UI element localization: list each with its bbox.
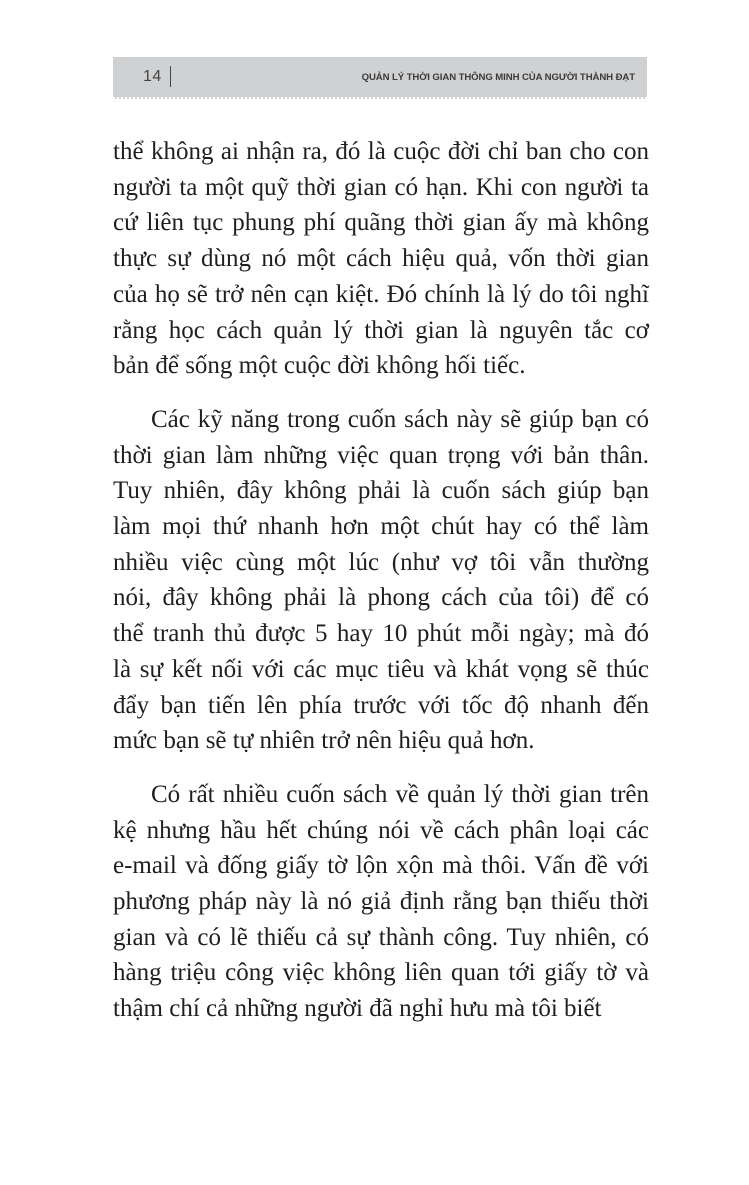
text-line: là sự kết nối với các mục tiêu và khát vọng sẽ thúc: [113, 655, 649, 683]
text-line: đẩy bạn tiến lên phía trước với tốc độ nhanh đến: [113, 691, 649, 719]
header-divider: [170, 66, 171, 87]
text-line: Có rất nhiều cuốn sách về quản lý thời gian trên: [151, 780, 649, 808]
paragraph: [113, 777, 649, 1027]
book-title: QUẢN LÝ THỜI GIAN THÔNG MINH CỦA NGƯỜI THÀNH ĐẠT: [361, 72, 635, 83]
text-line: cứ liên tục phung phí quãng thời gian ấy mà không: [113, 209, 649, 237]
text-line: người ta một quỹ thời gian có hạn. Khi con người ta: [113, 173, 649, 201]
text-line: thực sự dùng nó một cách hiệu quả, vốn thời gian: [113, 245, 649, 273]
text-line: nhiều việc cùng một lúc (như vợ tôi vẫn thường: [113, 548, 649, 576]
text-line: của họ sẽ trở nên cạn kiệt. Đó chính là lý do tôi nghĩ: [113, 280, 649, 308]
body-text: [113, 134, 649, 1045]
text-line: hàng triệu công việc không liên quan tới giấy tờ và: [113, 959, 649, 987]
running-header: [113, 57, 647, 99]
text-line: làm mọi thứ nhanh hơn một chút hay có thể làm: [113, 513, 649, 541]
paragraph: [113, 134, 649, 384]
text-line: Các kỹ năng trong cuốn sách này sẽ giúp bạn có: [151, 405, 649, 433]
text-line: kệ nhưng hầu hết chúng nói về cách phân loại các: [113, 816, 649, 844]
page-number: 14: [143, 68, 162, 85]
text-line: phương pháp này là nó giả định rằng bạn thiếu thời: [113, 888, 649, 916]
text-line: gian và có lẽ thiếu cả sự thành công. Tuy nhiên, có: [113, 923, 649, 951]
text-line: thể không ai nhận ra, đó là cuộc đời chỉ ban cho con: [113, 138, 649, 165]
text-line: bản để sống một cuộc đời không hối tiếc.: [113, 352, 526, 380]
text-line: thậm chí cả những người đã nghỉ hưu mà tôi biết: [113, 995, 602, 1023]
text-line: rằng học cách quản lý thời gian là nguyên tắc cơ: [113, 316, 649, 344]
paragraph: [113, 402, 649, 759]
text-line: thời gian làm những việc quan trọng với bản thân.: [113, 441, 649, 469]
text-line: thể tranh thủ được 5 hay 10 phút mỗi ngày; mà đó: [113, 620, 649, 648]
text-line: mức bạn sẽ tự nhiên trở nên hiệu quả hơn.: [113, 727, 535, 755]
text-line: Tuy nhiên, đây không phải là cuốn sách giúp bạn: [113, 477, 649, 505]
text-line: e-mail và đống giấy tờ lộn xộn mà thôi. Vấn đề với: [113, 852, 649, 880]
text-line: nói, đây không phải là phong cách của tôi) để có: [113, 584, 649, 612]
